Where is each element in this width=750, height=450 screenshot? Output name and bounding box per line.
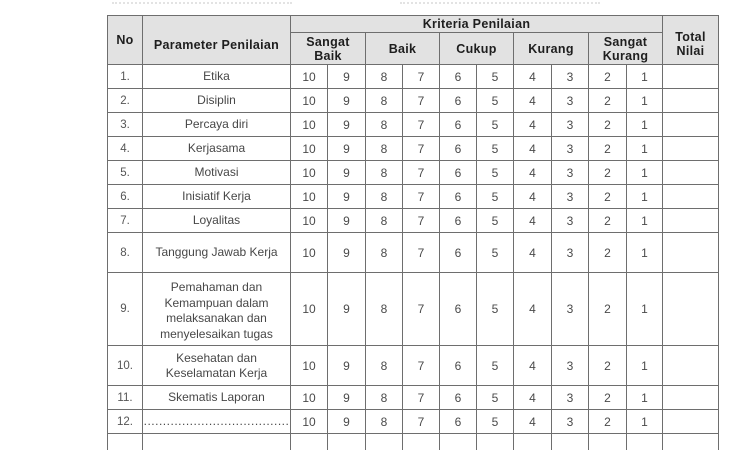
score-option: 6 xyxy=(440,185,477,209)
score-option: 7 xyxy=(403,185,440,209)
score-option: 6 xyxy=(440,273,477,346)
row-number: 9. xyxy=(108,273,143,346)
header-kurang: Kurang xyxy=(514,33,589,65)
score-option: 2 xyxy=(589,89,627,113)
score-option: 4 xyxy=(514,386,552,410)
score-option: 4 xyxy=(514,137,552,161)
score-option: 10 xyxy=(291,161,328,185)
score-option: 5 xyxy=(477,137,514,161)
header-total: Total Nilai xyxy=(663,16,719,65)
score-option: 5 xyxy=(477,185,514,209)
score-option: 6 xyxy=(440,346,477,386)
table-row xyxy=(108,346,719,386)
score-option: 10 xyxy=(291,113,328,137)
score-option: 4 xyxy=(514,65,552,89)
score-option: 3 xyxy=(552,185,589,209)
score-option: 1 xyxy=(627,185,663,209)
score-option: 1 xyxy=(627,113,663,137)
score-option: 6 xyxy=(440,89,477,113)
score-option: 7 xyxy=(403,386,440,410)
parameter-name: Motivasi xyxy=(143,161,291,185)
score-option: 5 xyxy=(477,410,514,434)
score-option: 1 xyxy=(627,65,663,89)
header-sangat-kurang: Sangat Kurang xyxy=(589,33,663,65)
score-option: 4 xyxy=(514,273,552,346)
score-option: 9 xyxy=(328,233,366,273)
score-option: 10 xyxy=(291,346,328,386)
total-score-cell[interactable] xyxy=(663,65,719,89)
header-sangat-baik: Sangat Baik xyxy=(291,33,366,65)
table-row xyxy=(108,410,719,434)
score-option: 6 xyxy=(440,65,477,89)
score-option: 2 xyxy=(589,273,627,346)
row-number: 2. xyxy=(108,89,143,113)
parameter-name: Disiplin xyxy=(143,89,291,113)
score-option: 9 xyxy=(328,137,366,161)
score-option: 9 xyxy=(328,386,366,410)
score-option: 4 xyxy=(514,209,552,233)
table-row xyxy=(108,209,719,233)
empty-cell xyxy=(552,434,589,450)
total-score-cell[interactable] xyxy=(663,161,719,185)
score-option: 10 xyxy=(291,65,328,89)
score-option: 2 xyxy=(589,410,627,434)
header-criteria-group: Kriteria Penilaian xyxy=(291,16,663,33)
score-option: 1 xyxy=(627,273,663,346)
parameter-name: Tanggung Jawab Kerja xyxy=(143,233,291,273)
score-option: 8 xyxy=(366,161,403,185)
score-option: 8 xyxy=(366,410,403,434)
score-option: 7 xyxy=(403,89,440,113)
score-option: 8 xyxy=(366,209,403,233)
score-option: 3 xyxy=(552,386,589,410)
empty-cell xyxy=(403,434,440,450)
score-option: 10 xyxy=(291,410,328,434)
row-number: 4. xyxy=(108,137,143,161)
total-score-cell[interactable] xyxy=(663,386,719,410)
score-option: 7 xyxy=(403,273,440,346)
score-option: 1 xyxy=(627,209,663,233)
score-option: 1 xyxy=(627,386,663,410)
parameter-name: ...................................... xyxy=(143,410,291,434)
score-option: 8 xyxy=(366,185,403,209)
score-option: 4 xyxy=(514,161,552,185)
score-option: 9 xyxy=(328,185,366,209)
score-option: 3 xyxy=(552,65,589,89)
row-number: 7. xyxy=(108,209,143,233)
score-option: 5 xyxy=(477,65,514,89)
cropped-heading-fragment xyxy=(112,0,292,4)
score-option: 9 xyxy=(328,273,366,346)
score-option: 3 xyxy=(552,233,589,273)
row-number: 10. xyxy=(108,346,143,386)
score-option: 6 xyxy=(440,233,477,273)
parameter-name: Percaya diri xyxy=(143,113,291,137)
score-option: 10 xyxy=(291,233,328,273)
score-option: 2 xyxy=(589,386,627,410)
score-option: 8 xyxy=(366,137,403,161)
assessment-table-body xyxy=(108,65,719,450)
total-score-cell[interactable] xyxy=(663,113,719,137)
score-option: 8 xyxy=(366,113,403,137)
score-option: 2 xyxy=(589,185,627,209)
score-option: 8 xyxy=(366,65,403,89)
row-number: 6. xyxy=(108,185,143,209)
score-option: 5 xyxy=(477,346,514,386)
score-option: 4 xyxy=(514,113,552,137)
row-number: 5. xyxy=(108,161,143,185)
score-option: 3 xyxy=(552,346,589,386)
score-option: 5 xyxy=(477,386,514,410)
score-option: 7 xyxy=(403,161,440,185)
score-option: 1 xyxy=(627,137,663,161)
empty-cell xyxy=(328,434,366,450)
score-option: 7 xyxy=(403,65,440,89)
score-option: 7 xyxy=(403,410,440,434)
score-option: 4 xyxy=(514,233,552,273)
score-option: 7 xyxy=(403,209,440,233)
total-score-cell[interactable] xyxy=(663,233,719,273)
total-score-cell[interactable] xyxy=(663,346,719,386)
score-option: 10 xyxy=(291,273,328,346)
score-option: 3 xyxy=(552,273,589,346)
score-option: 2 xyxy=(589,113,627,137)
score-option: 9 xyxy=(328,113,366,137)
row-number: 11. xyxy=(108,386,143,410)
score-option: 8 xyxy=(366,89,403,113)
score-option: 10 xyxy=(291,209,328,233)
table-row xyxy=(108,65,719,89)
score-option: 4 xyxy=(514,410,552,434)
parameter-name: Loyalitas xyxy=(143,209,291,233)
empty-cell xyxy=(663,434,719,450)
score-option: 5 xyxy=(477,233,514,273)
empty-cell xyxy=(440,434,477,450)
score-option: 5 xyxy=(477,161,514,185)
empty-cell xyxy=(366,434,403,450)
assessment-table xyxy=(107,15,719,450)
score-option: 10 xyxy=(291,185,328,209)
score-option: 2 xyxy=(589,346,627,386)
score-option: 7 xyxy=(403,233,440,273)
score-option: 6 xyxy=(440,386,477,410)
table-row xyxy=(108,233,719,273)
score-option: 5 xyxy=(477,209,514,233)
header-parameter: Parameter Penilaian xyxy=(143,16,291,65)
table-row xyxy=(108,89,719,113)
score-option: 6 xyxy=(440,161,477,185)
score-option: 3 xyxy=(552,89,589,113)
score-option: 9 xyxy=(328,346,366,386)
score-option: 1 xyxy=(627,89,663,113)
score-option: 1 xyxy=(627,410,663,434)
score-option: 3 xyxy=(552,137,589,161)
parameter-name: Etika xyxy=(143,65,291,89)
score-option: 8 xyxy=(366,386,403,410)
row-number: 1. xyxy=(108,65,143,89)
score-option: 9 xyxy=(328,161,366,185)
score-option: 4 xyxy=(514,346,552,386)
parameter-name: Skematis Laporan xyxy=(143,386,291,410)
empty-cell xyxy=(514,434,552,450)
row-number: 12. xyxy=(108,410,143,434)
score-option: 9 xyxy=(328,65,366,89)
empty-cell xyxy=(291,434,328,450)
total-score-cell[interactable] xyxy=(663,137,719,161)
score-option: 4 xyxy=(514,89,552,113)
header-no: No xyxy=(108,16,143,65)
score-option: 9 xyxy=(328,410,366,434)
score-option: 2 xyxy=(589,137,627,161)
parameter-name: Pemahaman dan Kemampuan dalam melaksanakan dan menyelesaikan tugas xyxy=(143,273,291,346)
total-score-cell[interactable] xyxy=(663,410,719,434)
score-option: 10 xyxy=(291,89,328,113)
score-option: 4 xyxy=(514,185,552,209)
cropped-heading-fragment xyxy=(400,0,600,4)
score-option: 6 xyxy=(440,410,477,434)
score-option: 8 xyxy=(366,273,403,346)
table-row xyxy=(108,386,719,410)
total-score-cell[interactable] xyxy=(663,89,719,113)
empty-cell xyxy=(627,434,663,450)
score-option: 6 xyxy=(440,209,477,233)
score-option: 9 xyxy=(328,89,366,113)
table-row xyxy=(108,161,719,185)
score-option: 6 xyxy=(440,137,477,161)
score-option: 2 xyxy=(589,209,627,233)
row-number: 8. xyxy=(108,233,143,273)
score-option: 6 xyxy=(440,113,477,137)
score-option: 7 xyxy=(403,346,440,386)
score-option: 9 xyxy=(328,209,366,233)
empty-cell xyxy=(108,434,143,450)
total-score-cell[interactable] xyxy=(663,185,719,209)
score-option: 2 xyxy=(589,161,627,185)
table-row xyxy=(108,273,719,346)
table-row xyxy=(108,185,719,209)
parameter-name: Inisiatif Kerja xyxy=(143,185,291,209)
score-option: 7 xyxy=(403,137,440,161)
parameter-name: Kerjasama xyxy=(143,137,291,161)
score-option: 5 xyxy=(477,89,514,113)
row-number: 3. xyxy=(108,113,143,137)
score-option: 7 xyxy=(403,113,440,137)
score-option: 10 xyxy=(291,137,328,161)
score-option: 3 xyxy=(552,410,589,434)
score-option: 2 xyxy=(589,233,627,273)
empty-cell xyxy=(477,434,514,450)
score-option: 3 xyxy=(552,209,589,233)
header-baik: Baik xyxy=(366,33,440,65)
score-option: 10 xyxy=(291,386,328,410)
score-option: 3 xyxy=(552,161,589,185)
score-option: 2 xyxy=(589,65,627,89)
table-row xyxy=(108,137,719,161)
score-option: 1 xyxy=(627,161,663,185)
table-row-partial xyxy=(108,434,719,450)
score-option: 3 xyxy=(552,113,589,137)
score-option: 1 xyxy=(627,346,663,386)
parameter-name: Kesehatan dan Keselamatan Kerja xyxy=(143,346,291,386)
empty-cell xyxy=(143,434,291,450)
total-score-cell[interactable] xyxy=(663,209,719,233)
score-option: 5 xyxy=(477,113,514,137)
score-option: 8 xyxy=(366,233,403,273)
score-option: 5 xyxy=(477,273,514,346)
score-option: 1 xyxy=(627,233,663,273)
empty-cell xyxy=(589,434,627,450)
score-option: 8 xyxy=(366,346,403,386)
total-score-cell[interactable] xyxy=(663,273,719,346)
header-cukup: Cukup xyxy=(440,33,514,65)
table-row xyxy=(108,113,719,137)
